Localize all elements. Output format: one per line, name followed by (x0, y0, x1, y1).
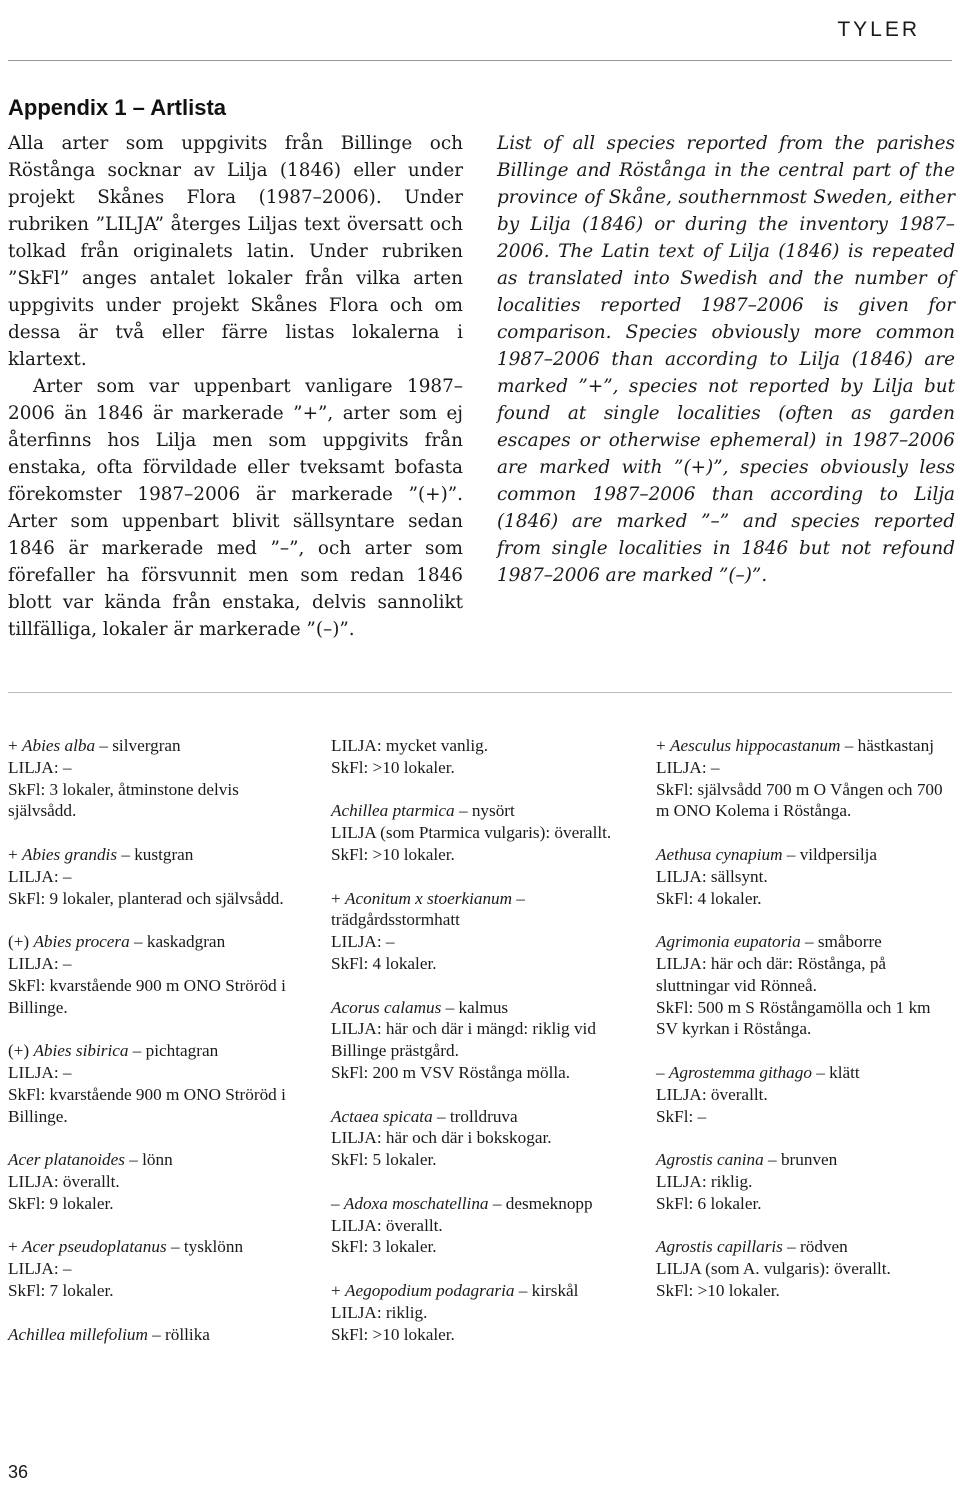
species-entry (331, 1106, 631, 1171)
scientific-name: Achillea millefolium (8, 1324, 148, 1344)
species-entry (8, 1040, 308, 1127)
scientific-name: Agrimonia eupatoria (656, 932, 801, 952)
name-separator: – (782, 1237, 801, 1257)
species-heading (8, 1149, 308, 1171)
scientific-name: Agrostis canina (656, 1150, 764, 1170)
species-note: LILJA: – (8, 866, 72, 886)
section-heading: Appendix 1 – Artlista (8, 95, 227, 120)
species-heading (656, 844, 956, 866)
scientific-name: Agrostis capillaris (656, 1237, 783, 1257)
species-heading (331, 800, 631, 822)
species-entry (8, 931, 308, 1018)
scientific-name: Agrostemma githago (668, 1062, 812, 1082)
common-name: nysört (471, 801, 515, 821)
name-separator: – (129, 932, 147, 952)
species-note: SkFl: >10 lokaler. (656, 1280, 780, 1300)
species-heading (8, 1324, 308, 1346)
species-note: LILJA: mycket vanlig. (331, 736, 489, 755)
species-note: SkFl: 500 m S Röstångamölla och 1 km SV kyrkan i Röstånga. (656, 997, 931, 1039)
common-name: kalmus (458, 997, 509, 1017)
species-entry (8, 1149, 308, 1214)
common-name: silvergran (112, 736, 181, 755)
name-separator: – (782, 844, 800, 864)
species-note: LILJA: här och där: Röstånga, på sluttningar vid Rönneå. (656, 953, 887, 995)
species-note: SkFl: 200 m VSV Röstånga mölla. (331, 1062, 571, 1082)
species-entry (656, 1149, 956, 1214)
species-entry (331, 1193, 631, 1258)
status-symbol: + (8, 844, 18, 864)
species-entry (656, 735, 956, 822)
species-note: LILJA: här och där i mängd: riklig vid Billinge prästgård. (331, 1019, 596, 1061)
species-heading (656, 931, 956, 953)
species-note: LILJA: här och där i bokskogar. (331, 1128, 552, 1148)
name-separator: – (95, 736, 113, 755)
section-divider (8, 692, 952, 693)
scientific-name: Acorus calamus (331, 997, 442, 1017)
species-note: SkFl: 3 lokaler, åtminstone delvis självsådd. (8, 779, 239, 821)
scientific-name: Acer platanoides (8, 1150, 125, 1170)
species-column-1 (8, 735, 308, 1345)
species-note: LILJA: sällsynt. (656, 866, 768, 886)
common-name: kaskadgran (146, 932, 226, 952)
common-name: trädgårdsstormhatt (331, 910, 460, 930)
scientific-name: Aethusa cynapium (656, 844, 783, 864)
species-note: SkFl: självsådd 700 m O Vången och 700 m ONO Kolema i Röstånga. (656, 779, 943, 821)
species-entry (8, 844, 308, 909)
status-symbol: – (331, 1193, 340, 1213)
name-separator: – (432, 1106, 450, 1126)
species-heading (8, 1236, 308, 1258)
common-name: brunven (780, 1150, 838, 1170)
species-note: SkFl: 5 lokaler. (331, 1150, 437, 1170)
species-heading (331, 1106, 631, 1128)
intro-english (497, 130, 955, 589)
species-entry (331, 800, 631, 865)
common-name: trolldruva (449, 1106, 518, 1126)
scientific-name: Acer pseudoplatanus (22, 1237, 167, 1257)
species-note: LILJA (som Ptarmica vulgaris): överallt. (331, 823, 612, 843)
species-entry (656, 1062, 956, 1127)
common-name: kirskål (531, 1280, 579, 1300)
species-heading (8, 844, 308, 866)
common-name: pichtagran (145, 1041, 219, 1061)
scientific-name: Actaea spicata (331, 1106, 433, 1126)
common-name: röllika (165, 1324, 210, 1344)
common-name: kustgran (134, 844, 194, 864)
scientific-name: Abies alba (22, 736, 96, 755)
name-separator: – (840, 736, 858, 755)
species-note: SkFl: 4 lokaler. (656, 888, 762, 908)
running-header: TYLER (837, 18, 920, 41)
common-name: lönn (142, 1150, 173, 1170)
species-note: LILJA (som A. vulgaris): överallt. (656, 1259, 891, 1279)
species-entry (656, 931, 956, 1040)
scientific-name: Aegopodium podagraria (345, 1280, 515, 1300)
species-note: LILJA: – (8, 1062, 72, 1082)
common-name: tysklönn (183, 1237, 244, 1257)
name-separator: – (124, 1150, 143, 1170)
species-note: SkFl: kvarstående 900 m ONO Ströröd i Billinge. (8, 1084, 286, 1126)
scientific-name: Aconitum x stoerkianum (345, 888, 513, 908)
intro-swedish (8, 130, 463, 643)
species-entry (331, 888, 631, 975)
species-entry (331, 735, 631, 779)
species-entry (331, 1280, 631, 1345)
species-entry (656, 1236, 956, 1301)
name-separator: – (147, 1324, 166, 1344)
species-heading (331, 1193, 631, 1215)
species-heading (331, 1280, 631, 1302)
species-note: SkFl: 6 lokaler. (656, 1193, 762, 1213)
status-symbol: + (656, 736, 666, 755)
scientific-name: Adoxa moschatellina (343, 1193, 489, 1213)
species-note: SkFl: 3 lokaler. (331, 1237, 437, 1257)
species-heading (8, 1040, 308, 1062)
species-heading (656, 1149, 956, 1171)
status-symbol: + (8, 736, 18, 755)
species-note: LILJA: – (331, 932, 395, 952)
species-heading (331, 997, 631, 1019)
common-name: vildpersilja (799, 844, 878, 864)
common-name: småborre (817, 932, 882, 952)
scientific-name: Aesculus hippocastanum (670, 736, 841, 755)
species-note: SkFl: >10 lokaler. (331, 844, 455, 864)
species-note: LILJA: överallt. (331, 1215, 443, 1235)
common-name: desmeknopp (505, 1193, 593, 1213)
species-entry (8, 735, 308, 822)
species-note: SkFl: 9 lokaler, planterad och självsådd. (8, 888, 284, 908)
status-symbol: – (656, 1062, 665, 1082)
species-note: SkFl: 9 lokaler. (8, 1193, 114, 1213)
species-note: LILJA: riklig. (331, 1302, 428, 1322)
species-note: LILJA: riklig. (656, 1171, 753, 1191)
intro-swedish-paragraph-2: Arter som var uppenbart vanligare 1987–2006 än 1846 är markerade ”+”, arter som ej återfinns hos Lilja men som uppgivits från enstaka, ofta förvildade eller tveksamt bofasta förekomster 1987–2006 är markerade ”(+)”. Arter som uppenbart blivit sällsyntare sedan 1846 är markerade med ”–”, och arter som förefaller ha försvunnit men som redan 1846 blott var kända från enstaka, delvis sannolikt tillfälliga, lokaler är markerade ”(–)”. (8, 376, 463, 640)
species-column-3 (656, 735, 956, 1302)
species-entry (8, 1324, 308, 1346)
page-number: 36 (8, 1462, 29, 1482)
common-name: klätt (829, 1062, 860, 1082)
species-heading (656, 735, 956, 757)
species-note: LILJA: – (8, 1259, 72, 1279)
name-separator: – (514, 1280, 532, 1300)
species-heading (656, 1236, 956, 1258)
species-note: SkFl: 4 lokaler. (331, 953, 437, 973)
name-separator: – (454, 801, 472, 821)
scientific-name: Achillea ptarmica (331, 801, 455, 821)
scientific-name: Abies sibirica (33, 1041, 129, 1061)
status-symbol: (+) (8, 1041, 30, 1061)
header-divider (8, 60, 952, 61)
status-symbol: + (331, 1280, 341, 1300)
status-symbol: + (331, 888, 341, 908)
name-separator: – (512, 888, 525, 908)
species-note: SkFl: kvarstående 900 m ONO Ströröd i Billinge. (8, 975, 286, 1017)
name-separator: – (488, 1193, 506, 1213)
name-separator: – (166, 1237, 184, 1257)
intro-swedish-paragraph-1: Alla arter som uppgivits från Billinge och Röstånga socknar av Lilja (1846) eller under projekt Skånes Flora (1987–2006). Under rubriken ”LILJA” återges Liljas text översatt och tolkad från originalets latin. Under rubriken ”SkFl” anges antalet lokaler från vilka arten uppgivits under projekt Skånes Flora och om dessa är två eller färre listas lokalerna i klartext. (8, 133, 463, 370)
scientific-name: Abies grandis (22, 844, 118, 864)
species-note: LILJA: – (656, 757, 720, 777)
species-note: SkFl: >10 lokaler. (331, 1324, 455, 1344)
species-column-2 (331, 735, 631, 1345)
name-separator: – (800, 932, 818, 952)
name-separator: – (117, 844, 135, 864)
status-symbol: (+) (8, 932, 30, 952)
species-heading (656, 1062, 956, 1084)
species-entry (656, 844, 956, 909)
name-separator: – (811, 1062, 830, 1082)
species-heading (331, 888, 631, 932)
species-note: LILJA: – (8, 757, 72, 777)
species-note: LILJA: överallt. (656, 1084, 768, 1104)
scientific-name: Abies procera (33, 932, 130, 952)
species-entry (8, 1236, 308, 1301)
name-separator: – (128, 1041, 146, 1061)
species-entry (331, 997, 631, 1084)
name-separator: – (441, 997, 459, 1017)
species-note: LILJA: överallt. (8, 1171, 120, 1191)
common-name: rödven (800, 1237, 848, 1257)
species-note: SkFl: >10 lokaler. (331, 757, 455, 777)
species-heading (8, 735, 308, 757)
common-name: hästkastanj (857, 736, 934, 755)
species-note: SkFl: 7 lokaler. (8, 1280, 114, 1300)
species-note: LILJA: – (8, 953, 72, 973)
status-symbol: + (8, 1237, 18, 1257)
species-note: SkFl: – (656, 1106, 707, 1126)
name-separator: – (763, 1150, 781, 1170)
intro-english-paragraph-1: List of all species reported from the parishes Billinge and Röstånga in the central part of the province of Skåne, southernmost Sweden, either by Lilja (1846) or during the inventory 1987–2006. The Latin text of Lilja (1846) is repeated as translated into Swedish and the number of localities reported 1987–2006 is given for comparison. Species obviously more common 1987–2006 than according to Lilja (1846) are marked ”+”, species not reported by Lilja but found at single localities (often as garden escapes or otherwise ephemeral) in 1987–2006 are marked with ”(+)”, species obviously less common 1987–2006 than according to Lilja (1846) are marked ”–” and species reported from single localities in 1846 but not refound 1987–2006 are marked ”(–)”. (497, 133, 955, 586)
species-heading (8, 931, 308, 953)
